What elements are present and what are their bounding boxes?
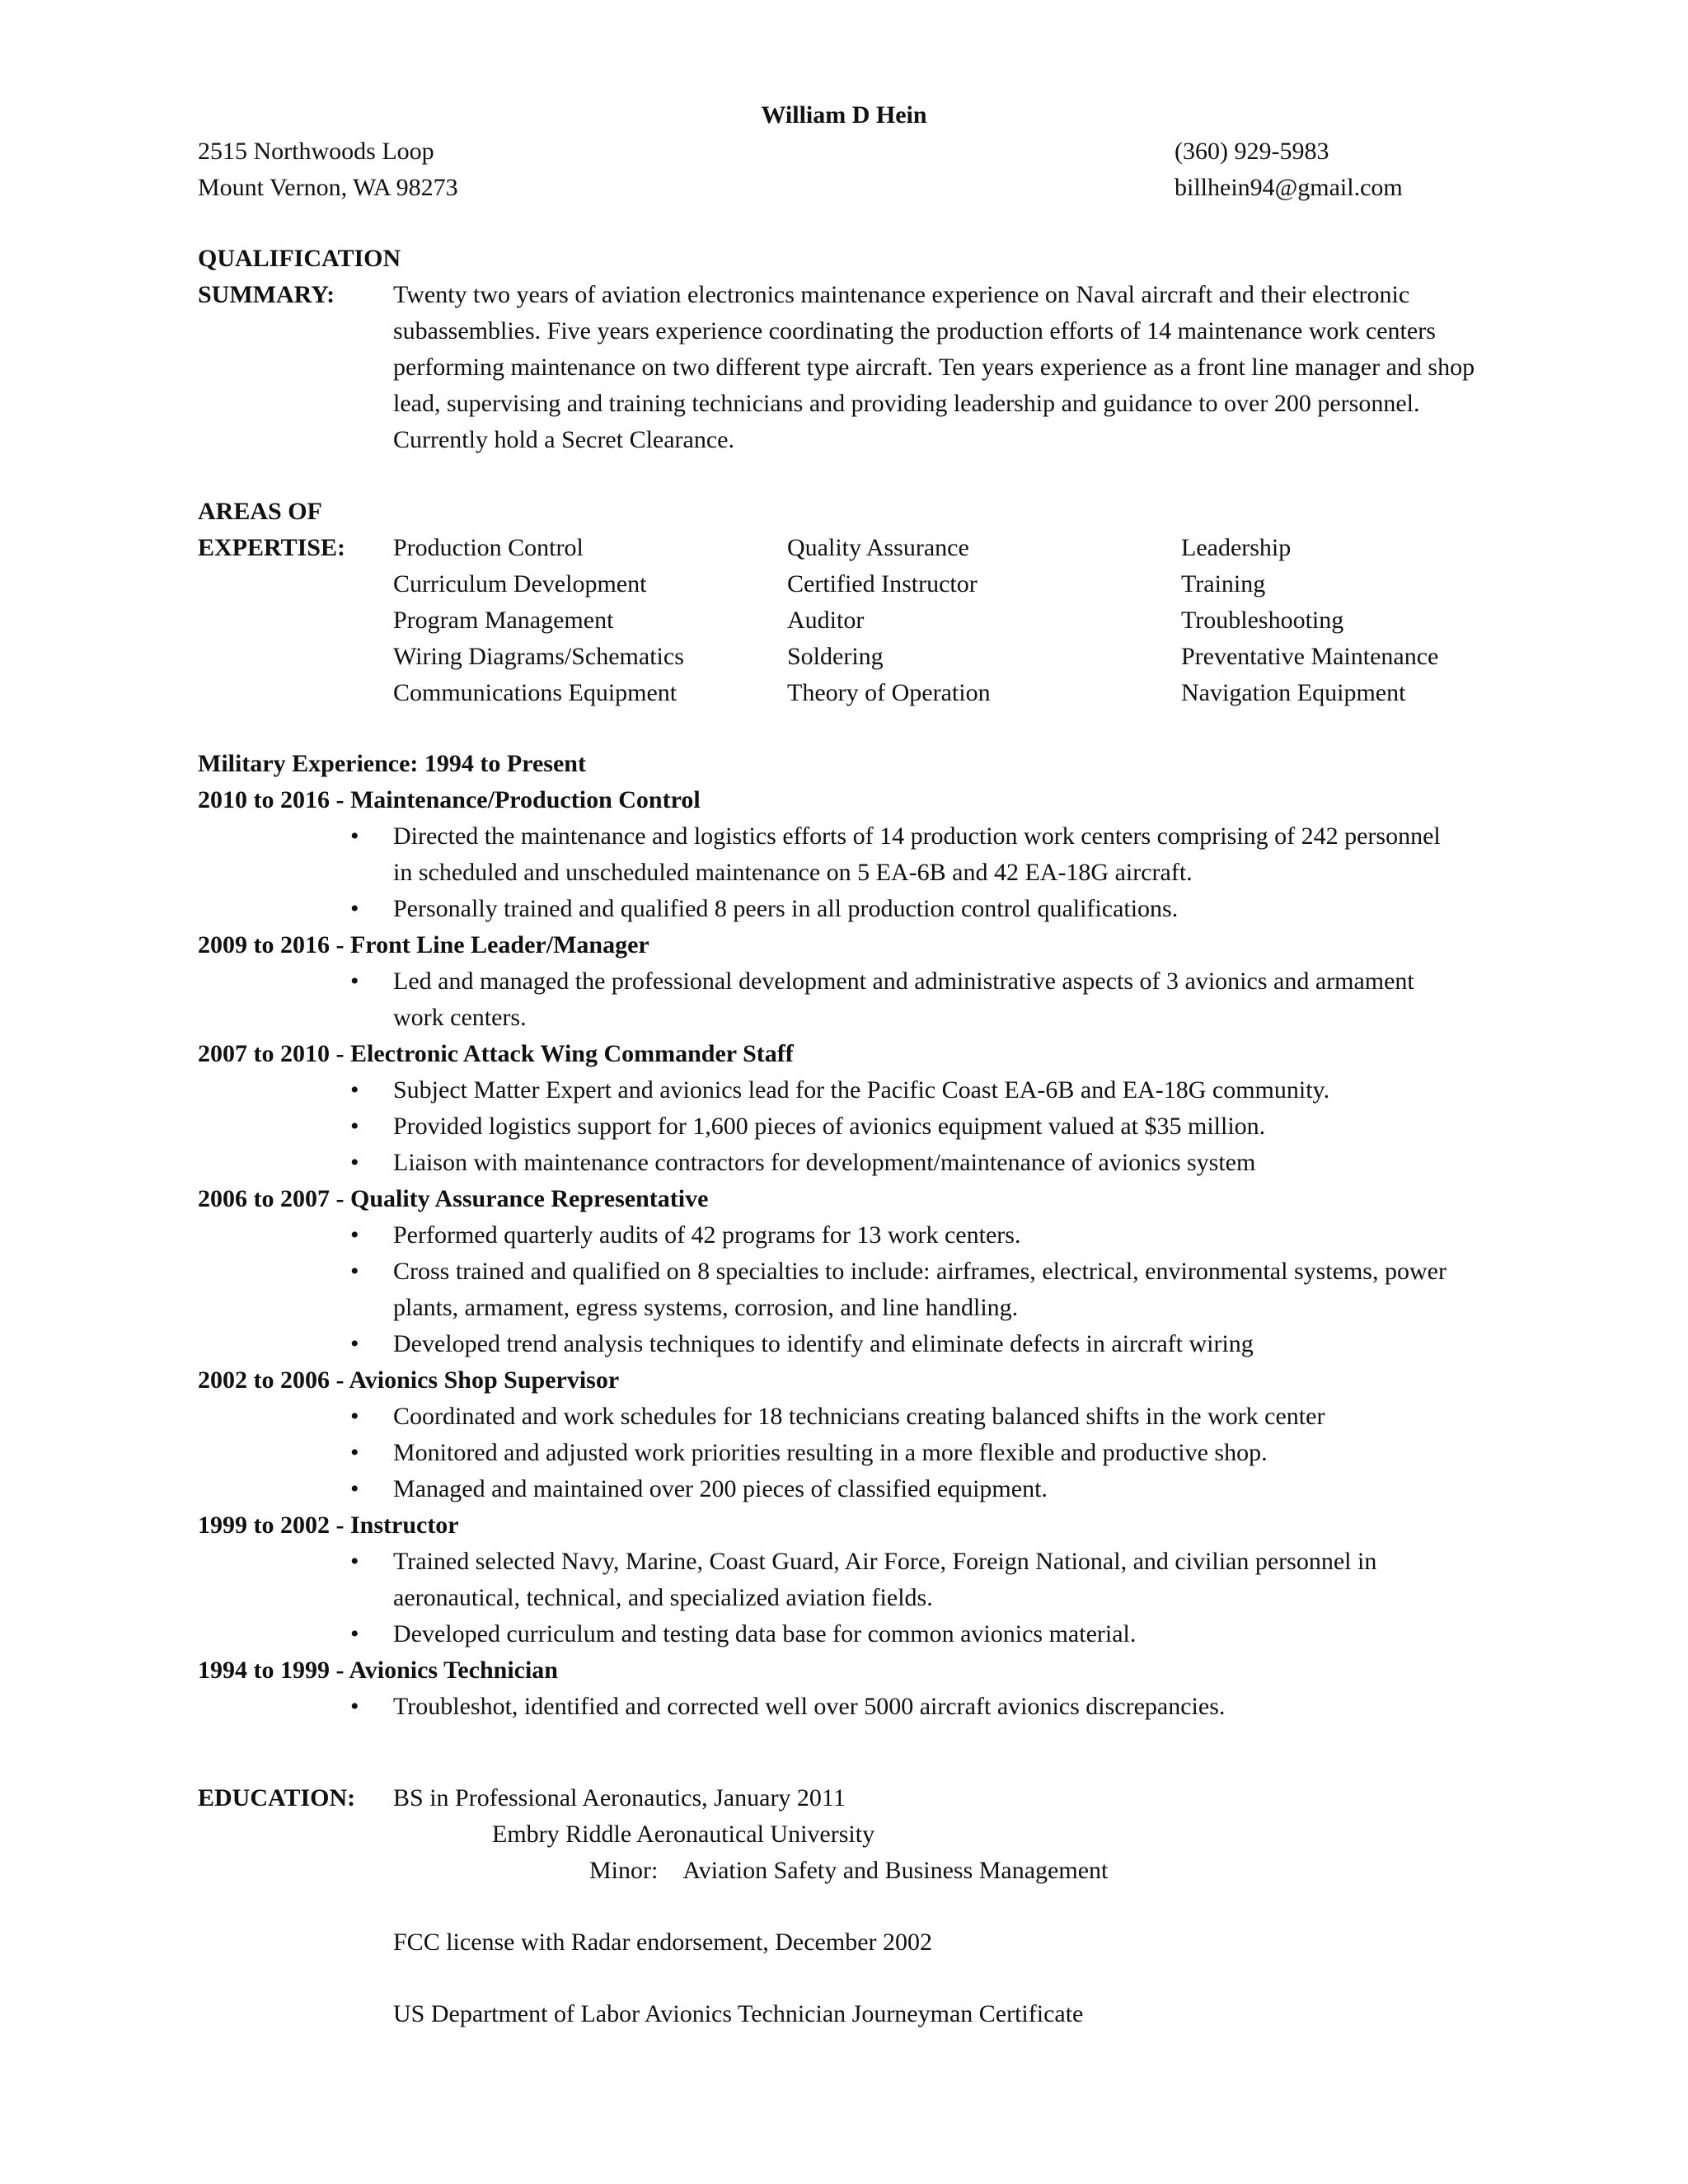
position-bullets	[198, 1544, 1599, 1652]
position-title: 2010 to 2016 - Maintenance/Production Control	[198, 786, 701, 813]
bullet-item	[198, 1471, 1465, 1507]
expertise-item: Troubleshooting	[1181, 607, 1344, 634]
position-bullets	[198, 818, 1599, 927]
bullet-text: Developed curriculum and testing data base for common avionics material.	[393, 1620, 1137, 1647]
expertise-item: Certified Instructor	[787, 570, 978, 598]
address-line-1: 2515 Northwoods Loop	[198, 138, 434, 165]
bullet-text: Trained selected Navy, Marine, Coast Guard, Air Force, Foreign National, and civilian personnel in aeronautical, technical, and specialized aviation fields.	[393, 1548, 1377, 1611]
expertise-item: Preventative Maintenance	[1181, 643, 1439, 670]
contact-block	[1175, 134, 1403, 206]
minor-value: Aviation Safety and Business Management	[682, 1857, 1109, 1884]
expertise-label-2: EXPERTISE:	[198, 534, 345, 561]
minor-label: Minor:	[589, 1857, 659, 1884]
expertise-item: Wiring Diagrams/Schematics	[393, 643, 684, 670]
education-degree: BS in Professional Aeronautics, January 2011	[393, 1784, 846, 1811]
expertise-item: Leadership	[1181, 534, 1292, 561]
expertise-column-1	[393, 530, 684, 711]
bullet-text: Provided logistics support for 1,600 pieces of avionics equipment valued at $35 million.	[393, 1113, 1266, 1140]
bullet-icon: •	[350, 1620, 359, 1647]
summary-label-1: QUALIFICATION	[198, 245, 401, 272]
bullet-item	[198, 1435, 1465, 1471]
bullet-item	[198, 1254, 1465, 1326]
bullet-item	[198, 1217, 1465, 1254]
position-title: 1999 to 2002 - Instructor	[198, 1511, 459, 1539]
bullet-text: Led and managed the professional development and administrative aspects of 3 avionics and armament work centers.	[393, 968, 1414, 1031]
education-label: EDUCATION:	[198, 1784, 356, 1811]
bullet-icon: •	[350, 1330, 359, 1357]
bullet-text: Performed quarterly audits of 42 programs for 13 work centers.	[393, 1221, 1021, 1249]
bullet-text: Monitored and adjusted work priorities resulting in a more flexible and productive shop.	[393, 1439, 1268, 1466]
bullet-text: Personally trained and qualified 8 peers in all production control qualifications.	[393, 895, 1179, 922]
bullet-item	[198, 1145, 1465, 1181]
bullet-icon: •	[350, 1548, 359, 1575]
position-title: 2002 to 2006 - Avionics Shop Supervisor	[198, 1366, 620, 1394]
position-title: 2007 to 2010 - Electronic Attack Wing Commander Staff	[198, 1040, 794, 1067]
bullet-text: Directed the maintenance and logistics efforts of 14 production work centers comprising of 242 personnel in scheduled and unscheduled maintenance on 5 EA-6B and 42 EA-18G aircraft.	[393, 823, 1441, 886]
bullet-item	[198, 1544, 1465, 1616]
bullet-icon: •	[350, 1221, 359, 1249]
fcc-license: FCC license with Radar endorsement, December 2002	[393, 1929, 932, 1956]
expertise-item: Quality Assurance	[787, 534, 969, 561]
bullet-icon: •	[350, 1149, 359, 1176]
expertise-column-3	[1181, 530, 1438, 711]
expertise-item: Training	[1181, 570, 1266, 598]
position-bullets	[198, 963, 1599, 1036]
expertise-column-2	[787, 530, 991, 711]
expertise-item: Production Control	[393, 534, 584, 561]
bullet-text: Liaison with maintenance contractors for development/maintenance of avionics system	[393, 1149, 1256, 1176]
bullet-icon: •	[350, 1439, 359, 1466]
education-minor	[589, 1853, 1108, 1889]
position-title: 2006 to 2007 - Quality Assurance Representative	[198, 1185, 709, 1212]
bullet-icon: •	[350, 823, 359, 850]
bullet-icon: •	[350, 1113, 359, 1140]
bullet-icon: •	[350, 1258, 359, 1285]
bullet-item	[198, 891, 1465, 927]
bullet-text: Coordinated and work schedules for 18 technicians creating balanced shifts in the work center	[393, 1403, 1325, 1430]
position-title: 1994 to 1999 - Avionics Technician	[198, 1657, 558, 1684]
position-bullets	[198, 1217, 1599, 1362]
bullet-item	[198, 1616, 1465, 1652]
bullet-item	[198, 1326, 1465, 1362]
address-line-2: Mount Vernon, WA 98273	[198, 174, 458, 201]
position-bullets	[198, 1399, 1599, 1507]
email-address: billhein94@gmail.com	[1175, 174, 1403, 201]
bullet-item	[198, 1399, 1465, 1435]
bullet-text: Subject Matter Expert and avionics lead for the Pacific Coast EA-6B and EA-18G community.	[393, 1076, 1330, 1104]
education-school: Embry Riddle Aeronautical University	[492, 1821, 875, 1848]
bullet-text: Developed trend analysis techniques to identify and eliminate defects in aircraft wiring	[393, 1330, 1254, 1357]
expertise-item: Soldering	[787, 643, 884, 670]
bullet-item	[198, 1108, 1465, 1145]
expertise-item: Curriculum Development	[393, 570, 647, 598]
expertise-item: Program Management	[393, 607, 614, 634]
bullet-icon: •	[350, 1403, 359, 1430]
position-bullets	[198, 1072, 1599, 1181]
bullet-icon: •	[350, 1475, 359, 1502]
bullet-text: Managed and maintained over 200 pieces of classified equipment.	[393, 1475, 1048, 1502]
bullet-icon: •	[350, 1693, 359, 1720]
military-heading: Military Experience: 1994 to Present	[198, 750, 586, 777]
bullet-icon: •	[350, 895, 359, 922]
bullet-item	[198, 1689, 1465, 1725]
summary-label-2: SUMMARY:	[198, 281, 335, 308]
position-title: 2009 to 2016 - Front Line Leader/Manager	[198, 931, 649, 958]
bullet-item	[198, 963, 1465, 1036]
expertise-item: Communications Equipment	[393, 679, 678, 706]
summary-text: Twenty two years of aviation electronics maintenance experience on Naval aircraft and their electronic subassemblies. Five years experience coordinating the production efforts of 14 maintenance work centers performing maintenance on two different type aircraft. Ten years experience as a front line manager and shop lead, supervising and training technicians and providing leadership and guidance to over 200 personnel. Currently hold a Secret Clearance.	[393, 281, 1475, 453]
bullet-icon: •	[350, 1076, 359, 1104]
address-block	[198, 134, 458, 206]
phone-number: (360) 929-5983	[1175, 138, 1329, 165]
position-bullets	[198, 1689, 1599, 1725]
bullet-item	[198, 1072, 1465, 1108]
bullet-item	[198, 818, 1465, 891]
expertise-label-1: AREAS OF	[198, 498, 322, 525]
bullet-icon: •	[350, 968, 359, 995]
dol-certificate: US Department of Labor Avionics Technician Journeyman Certificate	[393, 2000, 1084, 2027]
bullet-text: Cross trained and qualified on 8 specialties to include: airframes, electrical, environmental systems, power plants, armament, egress systems, corrosion, and line handling.	[393, 1258, 1447, 1321]
expertise-item: Navigation Equipment	[1181, 679, 1406, 706]
expertise-item: Auditor	[787, 607, 865, 634]
expertise-item: Theory of Operation	[787, 679, 991, 706]
bullet-text: Troubleshot, identified and corrected well over 5000 aircraft avionics discrepancies.	[393, 1693, 1226, 1720]
resume-name: William D Hein	[761, 101, 927, 129]
military-experience	[198, 746, 1599, 1725]
